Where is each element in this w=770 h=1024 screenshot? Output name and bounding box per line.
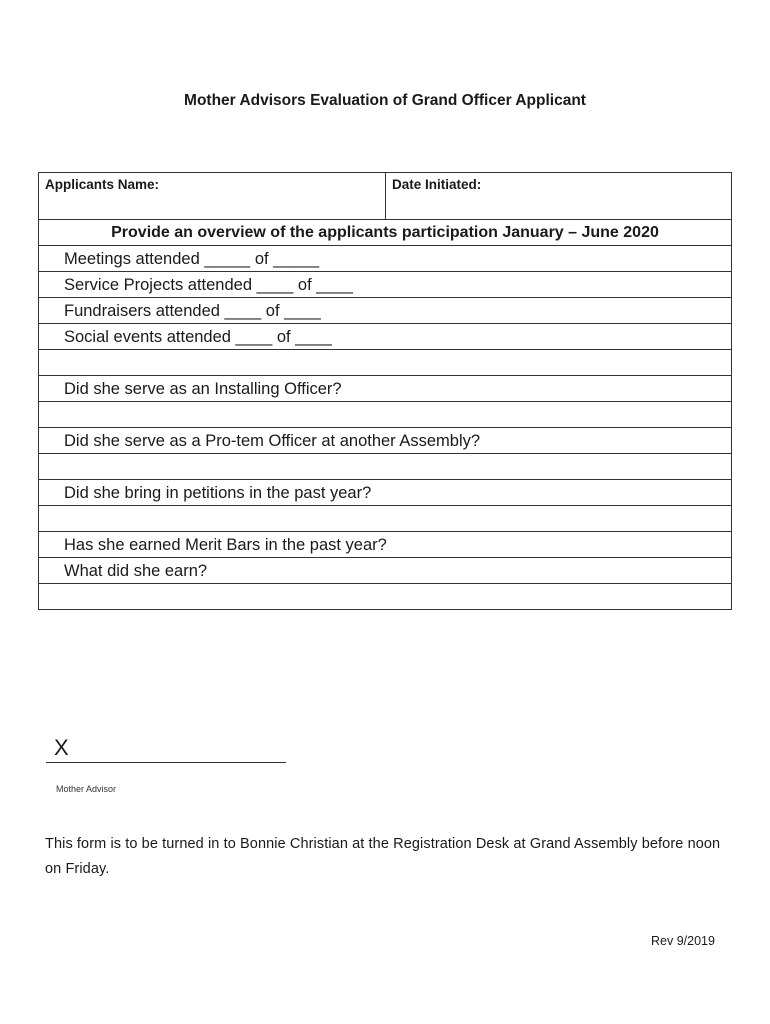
overview-heading: Provide an overview of the applicants participation January – June 2020 xyxy=(39,219,731,245)
evaluation-form-table xyxy=(38,172,732,610)
fundraisers-row[interactable] xyxy=(39,297,731,323)
protem-question: Did she serve as a Pro-tem Officer at another Assembly? xyxy=(64,432,481,450)
merit-what-row xyxy=(39,557,731,583)
signature-line[interactable] xyxy=(46,734,286,763)
installing-row xyxy=(39,375,731,401)
applicants-name-field[interactable] xyxy=(39,173,386,219)
applicants-name-label: Applicants Name: xyxy=(45,177,160,192)
petitions-answer-row[interactable] xyxy=(39,505,731,531)
protem-row xyxy=(39,427,731,453)
social-text: Social events attended ____ of ____ xyxy=(64,328,332,346)
date-initiated-label: Date Initiated: xyxy=(392,177,482,192)
petitions-question: Did she bring in petitions in the past year? xyxy=(64,484,372,502)
service-row[interactable] xyxy=(39,271,731,297)
service-text: Service Projects attended ____ of ____ xyxy=(64,276,353,294)
meetings-row[interactable] xyxy=(39,245,731,271)
protem-answer-row[interactable] xyxy=(39,453,731,479)
meetings-text: Meetings attended _____ of _____ xyxy=(64,250,320,268)
signature-x-mark: X xyxy=(54,735,69,760)
merit-answer-row[interactable] xyxy=(39,583,731,609)
installing-question: Did she serve as an Installing Officer? xyxy=(64,380,342,398)
date-initiated-field[interactable] xyxy=(386,173,731,219)
fundraisers-text: Fundraisers attended ____ of ____ xyxy=(64,302,321,320)
revision-label: Rev 9/2019 xyxy=(651,934,715,948)
installing-answer-row[interactable] xyxy=(39,401,731,427)
submission-note: This form is to be turned in to Bonnie Christian at the Registration Desk at Grand Assembly before noon on Friday. xyxy=(45,836,721,877)
blank-row[interactable] xyxy=(39,349,731,375)
header-row xyxy=(39,173,731,219)
social-row[interactable] xyxy=(39,323,731,349)
signature-label: Mother Advisor xyxy=(56,784,117,794)
merit-question: Has she earned Merit Bars in the past year? xyxy=(64,536,387,554)
merit-what-question: What did she earn? xyxy=(64,562,208,580)
page-title: Mother Advisors Evaluation of Grand Officer Applicant xyxy=(184,92,586,109)
merit-row xyxy=(39,531,731,557)
petitions-row xyxy=(39,479,731,505)
